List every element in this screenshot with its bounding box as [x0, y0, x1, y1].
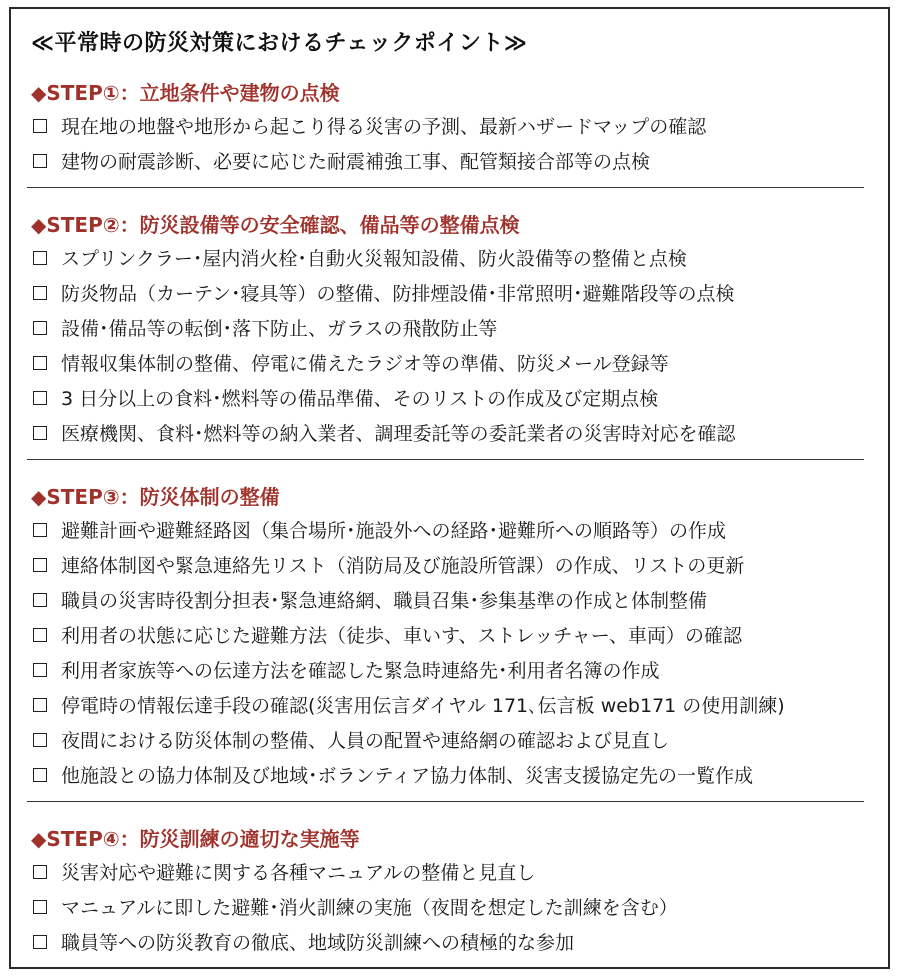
- checklist-item: [31, 244, 687, 271]
- checkbox[interactable]: [33, 663, 47, 677]
- checklist-item: [31, 516, 726, 543]
- item-text: 災害対応や避難に関する各種マニュアルの整備と見直し: [61, 862, 536, 884]
- item-text: 職員の災害時役割分担表･緊急連絡網、職員召集･参集基準の作成と体制整備: [61, 590, 708, 612]
- checkbox[interactable]: [33, 154, 47, 168]
- checklist-item: [31, 691, 785, 718]
- checklist-item: [31, 551, 744, 578]
- step2-heading: ◆STEP②：防災設備等の安全確認、備品等の整備点検: [31, 213, 520, 237]
- checklist-item: [31, 928, 574, 955]
- checkbox[interactable]: [33, 768, 47, 782]
- checkbox[interactable]: [33, 698, 47, 712]
- checklist-item: [31, 858, 535, 885]
- item-text: 情報収集体制の整備、停電に備えたラジオ等の準備、防災メール登録等: [61, 353, 669, 375]
- checkbox[interactable]: [33, 628, 47, 642]
- checkbox[interactable]: [33, 426, 47, 440]
- item-text: 建物の耐震診断、必要に応じた耐震補強工事、配管類接合部等の点検: [61, 151, 651, 173]
- checkbox[interactable]: [33, 593, 47, 607]
- checklist-item: [31, 586, 707, 613]
- item-text: 夜間における防災体制の整備、人員の配置や連絡網の確認および見直し: [61, 730, 670, 752]
- item-text: 利用者家族等への伝達方法を確認した緊急時連絡先･利用者名簿の作成: [61, 660, 660, 682]
- step4-heading: ◆STEP④：防災訓練の適切な実施等: [31, 827, 360, 851]
- item-text: 3 日分以上の食料･燃料等の備品準備、そのリストの作成及び定期点検: [61, 388, 659, 410]
- checklist-item: [31, 147, 650, 174]
- checkbox[interactable]: [33, 558, 47, 572]
- section-divider: [27, 459, 864, 460]
- checklist-item: [31, 419, 736, 446]
- checkbox[interactable]: [33, 321, 47, 335]
- item-text: 他施設との協力体制及び地域･ボランティア協力体制、災害支援協定先の一覧作成: [61, 765, 753, 787]
- checkbox[interactable]: [33, 286, 47, 300]
- checklist-item: [31, 314, 497, 341]
- page-title: ≪平常時の防災対策におけるチェックポイント≫: [31, 31, 528, 56]
- checklist-item: [31, 621, 742, 648]
- item-text: 利用者の状態に応じた避難方法（徒歩、車いす、ストレッチャー、車両）の確認: [61, 625, 742, 647]
- checkbox[interactable]: [33, 356, 47, 370]
- item-text: 防炎物品（カーテン･寝具等）の整備、防排煙設備･非常照明･避難階段等の点検: [61, 283, 735, 305]
- item-text: 現在地の地盤や地形から起こり得る災害の予測、最新ハザードマップの確認: [61, 116, 707, 138]
- checklist-item: [31, 279, 735, 306]
- section-divider: [27, 187, 864, 188]
- step1-heading: ◆STEP①：立地条件や建物の点検: [31, 81, 340, 105]
- item-text: 停電時の情報伝達手段の確認(災害用伝言ダイヤル 171､伝言板 web171 の使用訓練): [61, 695, 785, 717]
- checklist-item: [31, 112, 706, 139]
- checkbox[interactable]: [33, 119, 47, 133]
- checkbox[interactable]: [33, 523, 47, 537]
- item-text: 連絡体制図や緊急連絡先リスト（消防局及び施設所管課）の作成、リストの更新: [61, 555, 745, 577]
- checklist-item: [31, 349, 669, 376]
- item-text: 設備･備品等の転倒･落下防止、ガラスの飛散防止等: [61, 318, 498, 340]
- checklist-item: [31, 726, 669, 753]
- checklist-item: [31, 656, 660, 683]
- item-text: マニュアルに即した避難･消火訓練の実施（夜間を想定した訓練を含む）: [61, 897, 678, 919]
- checklist-item: [31, 384, 658, 411]
- section-divider: [27, 801, 864, 802]
- checkbox[interactable]: [33, 865, 47, 879]
- item-text: スプリンクラー･屋内消火栓･自動火災報知設備、防火設備等の整備と点検: [61, 248, 687, 270]
- item-text: 職員等への防災教育の徹底、地域防災訓練への積極的な参加: [61, 932, 575, 954]
- checklist-item: [31, 893, 678, 920]
- item-text: 避難計画や避難経路図（集合場所･施設外への経路･避難所への順路等）の作成: [61, 520, 727, 542]
- checkbox[interactable]: [33, 251, 47, 265]
- step3-heading: ◆STEP③：防災体制の整備: [31, 485, 280, 509]
- checklist-item: [31, 761, 753, 788]
- item-text: 医療機関、食料･燃料等の納入業者、調理委託等の委託業者の災害時対応を確認: [61, 423, 736, 445]
- checkbox[interactable]: [33, 391, 47, 405]
- checkbox[interactable]: [33, 733, 47, 747]
- checkbox[interactable]: [33, 935, 47, 949]
- checkbox[interactable]: [33, 900, 47, 914]
